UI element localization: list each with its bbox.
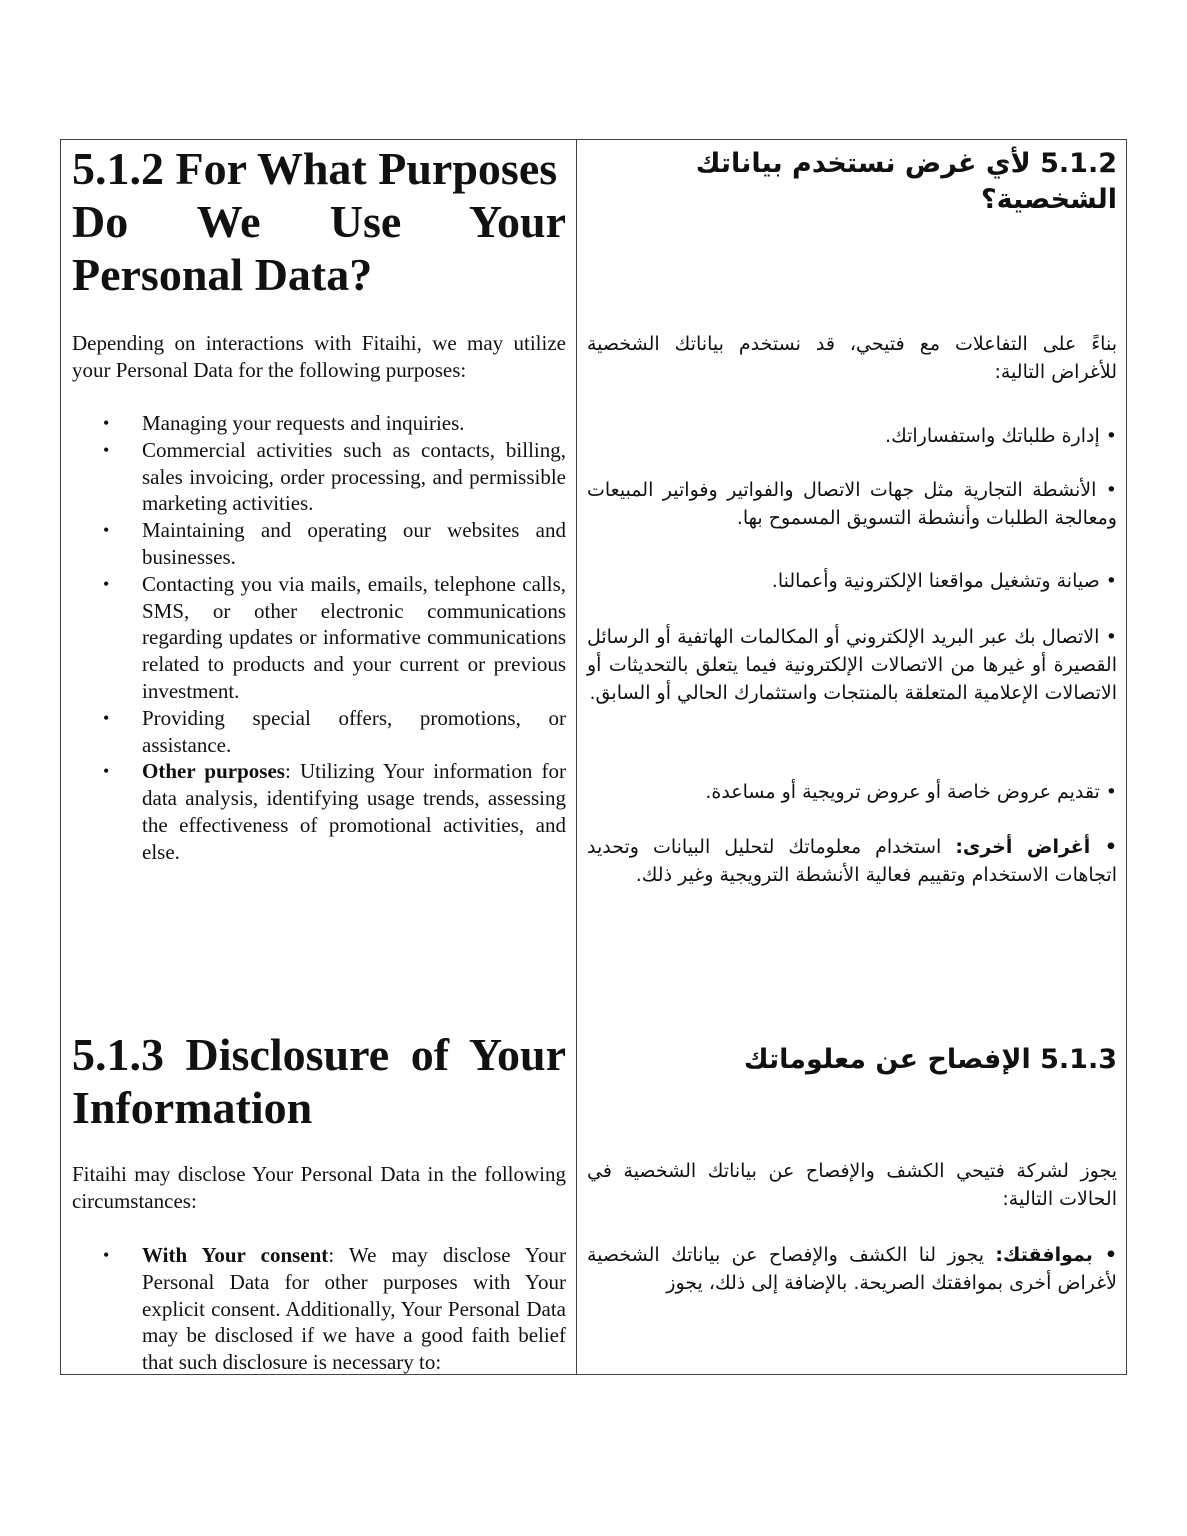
- bilingual-table: [60, 139, 1127, 1375]
- section-5-1-3-intro-en: Fitaihi may disclose Your Personal Data in the following circumstances:: [72, 1162, 566, 1213]
- list-item-bold-label: With Your consent: [142, 1243, 329, 1267]
- list-item-text: Contacting you via mails, emails, telephone calls, SMS, or other electronic communications regarding updates or informative communications related to products and your current or previous investment.: [142, 571, 566, 703]
- list-item: [72, 705, 566, 759]
- bullet-icon: •: [103, 707, 110, 728]
- list-item-bold-label: • بموافقتك:: [995, 1244, 1118, 1266]
- list-item-body: : We may disclose Your Personal Data for other purposes with Your explicit consent. Additionally, Your Personal Data may be disclosed if we have a good faith belief that such disclosure is necessary to:: [142, 1243, 566, 1375]
- section-5-1-3-heading-en: [72, 1028, 566, 1134]
- list-item: [72, 1242, 566, 1376]
- list-item-text: [142, 1242, 566, 1376]
- bullet-icon: •: [103, 413, 110, 433]
- heading-line: Information: [72, 1082, 313, 1133]
- heading-line: Do We Use Your: [72, 196, 566, 247]
- heading-line: 5.1.2 For What Purposes: [72, 143, 558, 194]
- list-item-ar: • تقديم عروض خاصة أو عروض ترويجية أو مساعدة.: [705, 781, 1117, 803]
- list-item-text: Providing special offers, promotions, or assistance.: [142, 705, 566, 757]
- list-item: [72, 437, 566, 517]
- section-5-1-2-intro-ar: بناءً على التفاعلات مع فتيحي، قد نستخدم بياناتك الشخصية للأغراض التالية:: [587, 333, 1117, 383]
- list-item-ar: [587, 833, 1117, 889]
- list-item-text: Maintaining and operating our websites and businesses.: [142, 518, 566, 569]
- section-5-1-2-heading-ar: 5.1.2 لأي غرض نستخدم بياناتك الشخصية؟: [695, 148, 1117, 215]
- heading-line: Personal Data?: [72, 249, 373, 300]
- list-item-ar: • الأنشطة التجارية مثل جهات الاتصال والفواتير وفواتير المبيعات ومعالجة الطلبات وأنشطة التسويق المسموح بها.: [587, 479, 1117, 529]
- list-item-bold-label: • أغراض أخرى:: [955, 836, 1117, 858]
- purposes-list-en: [72, 410, 566, 866]
- list-item-ar: • الاتصال بك عبر البريد الإلكتروني أو المكالمات الهاتفية أو الرسائل القصيرة أو غيرها من الاتصالات الإلكترونية فيما يتعلق بالتحديثات أو الاتصالات الإعلامية المتعلقة بالمنتجات واستثمارك الحالي أو السابق.: [587, 626, 1117, 704]
- list-item: [72, 410, 566, 437]
- bullet-icon: •: [103, 520, 110, 541]
- heading-line: 5.1.3 Disclosure of Your: [72, 1029, 566, 1080]
- list-item-ar: • صيانة وتشغيل مواقعنا الإلكترونية وأعمالنا.: [771, 570, 1117, 592]
- section-5-1-2-heading-en: [72, 142, 566, 301]
- section-5-1-3-intro-ar: يجوز لشركة فتيحي الكشف والإفصاح عن بياناتك الشخصية في الحالات التالية:: [587, 1160, 1117, 1210]
- disclosure-list-en: [72, 1242, 566, 1376]
- list-item: [72, 517, 566, 571]
- list-item-text: [142, 758, 566, 865]
- list-item-text: Managing your requests and inquiries.: [142, 411, 465, 435]
- list-item: [72, 571, 566, 705]
- list-item-ar: • إدارة طلباتك واستفساراتك.: [885, 425, 1117, 447]
- bullet-icon: •: [103, 761, 110, 782]
- bullet-icon: •: [103, 1245, 110, 1265]
- section-5-1-2-intro-en: Depending on interactions with Fitaihi, we may utilize your Personal Data for the following purposes:: [72, 331, 566, 382]
- section-5-1-3-heading-ar: 5.1.3 الإفصاح عن معلوماتك: [743, 1044, 1117, 1075]
- list-item-ar: [587, 1241, 1117, 1297]
- list-item: [72, 758, 566, 865]
- list-item-bold-label: Other purposes: [142, 759, 285, 784]
- list-item-text: Commercial activities such as contacts, billing, sales invoicing, order processing, and permissible marketing activities.: [142, 437, 566, 516]
- column-divider: [576, 140, 577, 1374]
- bullet-icon: •: [103, 439, 110, 460]
- bullet-icon: •: [103, 573, 110, 594]
- list-item-body: : Utilizing Your information for data analysis, identifying usage trends, assessing the effectiveness of promotional activities, and else.: [142, 759, 566, 864]
- list-item-body: استخدام معلوماتك لتحليل البيانات وتحديد اتجاهات الاستخدام وتقييم فعالية الأنشطة الترويجية وغير ذلك.: [587, 836, 1117, 886]
- list-item-body: يجوز لنا الكشف والإفصاح عن بياناتك الشخصية لأغراض أخرى بموافقتك الصريحة. بالإضافة إلى ذلك، يجوز: [587, 1244, 1117, 1294]
